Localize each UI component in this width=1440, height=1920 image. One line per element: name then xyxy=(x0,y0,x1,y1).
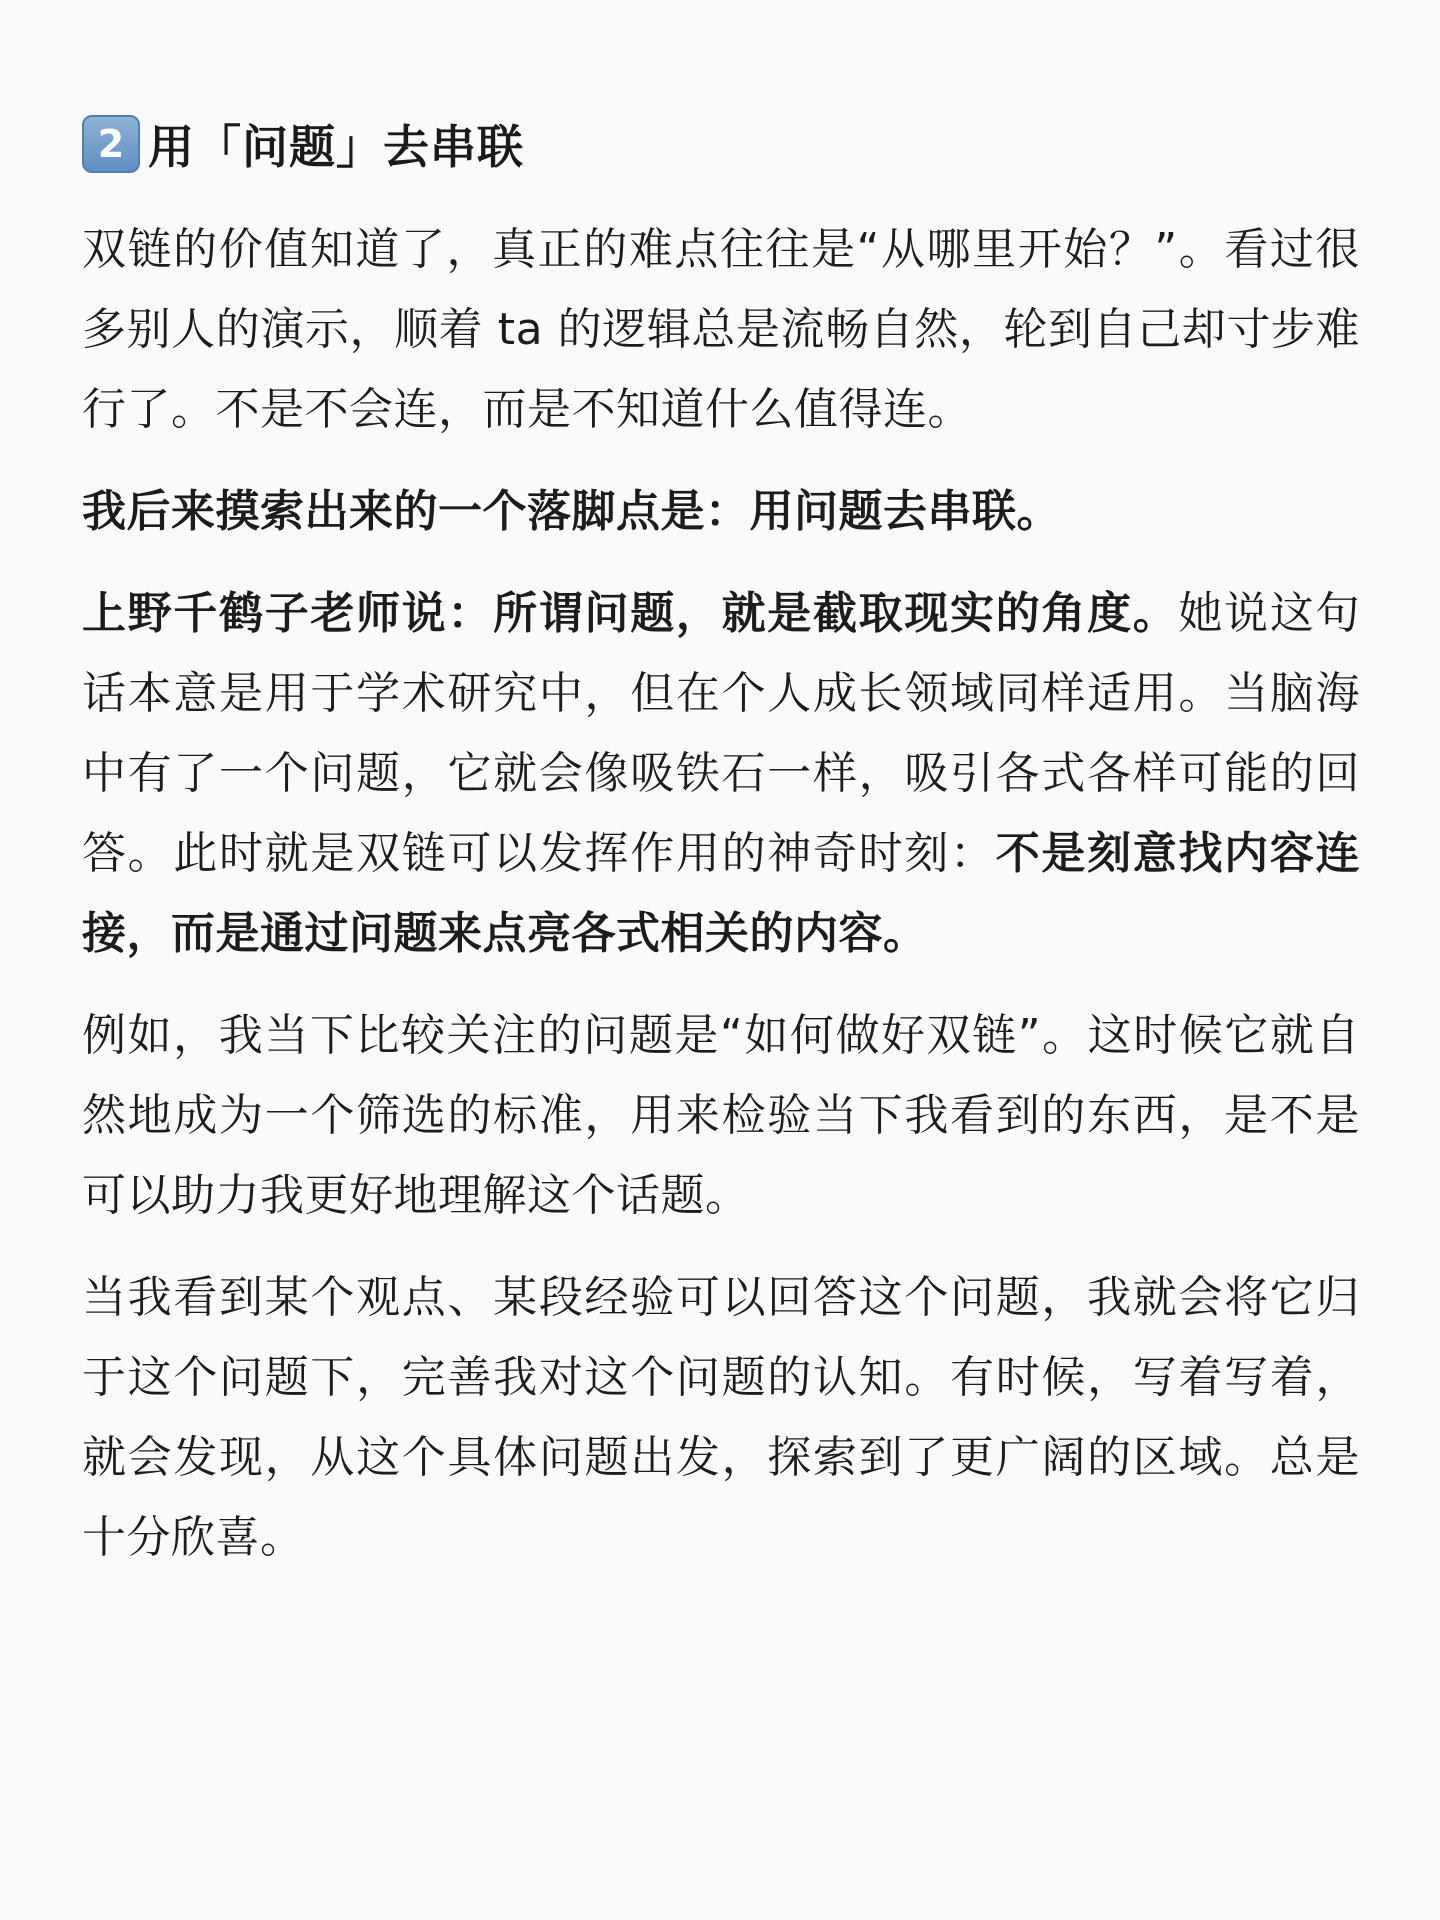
keycap-number-icon xyxy=(82,115,140,173)
paragraph-4: 例如，我当下比较关注的问题是“如何做好双链”。这时候它就自然地成为一个筛选的标准，用来检验当下我看到的东西，是不是可以助力我更好地理解这个话题。 xyxy=(82,1010,1360,1221)
paragraph-5: 当我看到某个观点、某段经验可以回答这个问题，我就会将它归于这个问题下，完善我对这个问题的认知。有时候，写着写着，就会发现，从这个具体问题出发，探索到了更广阔的区域。总是十分欣喜。 xyxy=(82,1272,1360,1563)
quote-bold: 上野千鹤子老师说：所谓问题，就是截取现实的角度。 xyxy=(82,588,1179,639)
quote-explanation: 她说这句话本意是用于学术研究中，但在个人成长领域同样适用。当脑海中有了一个问题，它就会像吸铁石一样，吸引各式各样可能的回答。此时就是双链可以发挥作用的神奇时刻： xyxy=(82,588,1361,879)
paragraph-2-key-point: 我后来摸索出来的一个落脚点是：用问题去串联。 xyxy=(82,486,1061,537)
section-title: 用「问题」去串联 xyxy=(148,120,524,174)
paragraph-1: 双链的价值知道了，真正的难点往往是“从哪里开始？”。看过很多别人的演示，顺着 ta 的逻辑总是流畅自然，轮到自己却寸步难行了。不是不会连，而是不知道什么值得连。 xyxy=(82,224,1360,435)
paragraph-3 xyxy=(82,574,1360,974)
section-heading xyxy=(82,108,1360,180)
keycap-number: 2 xyxy=(97,122,125,166)
key-insight-bold: 不是刻意找内容连接，而是通过问题来点亮各式相关的内容。 xyxy=(82,828,1360,959)
